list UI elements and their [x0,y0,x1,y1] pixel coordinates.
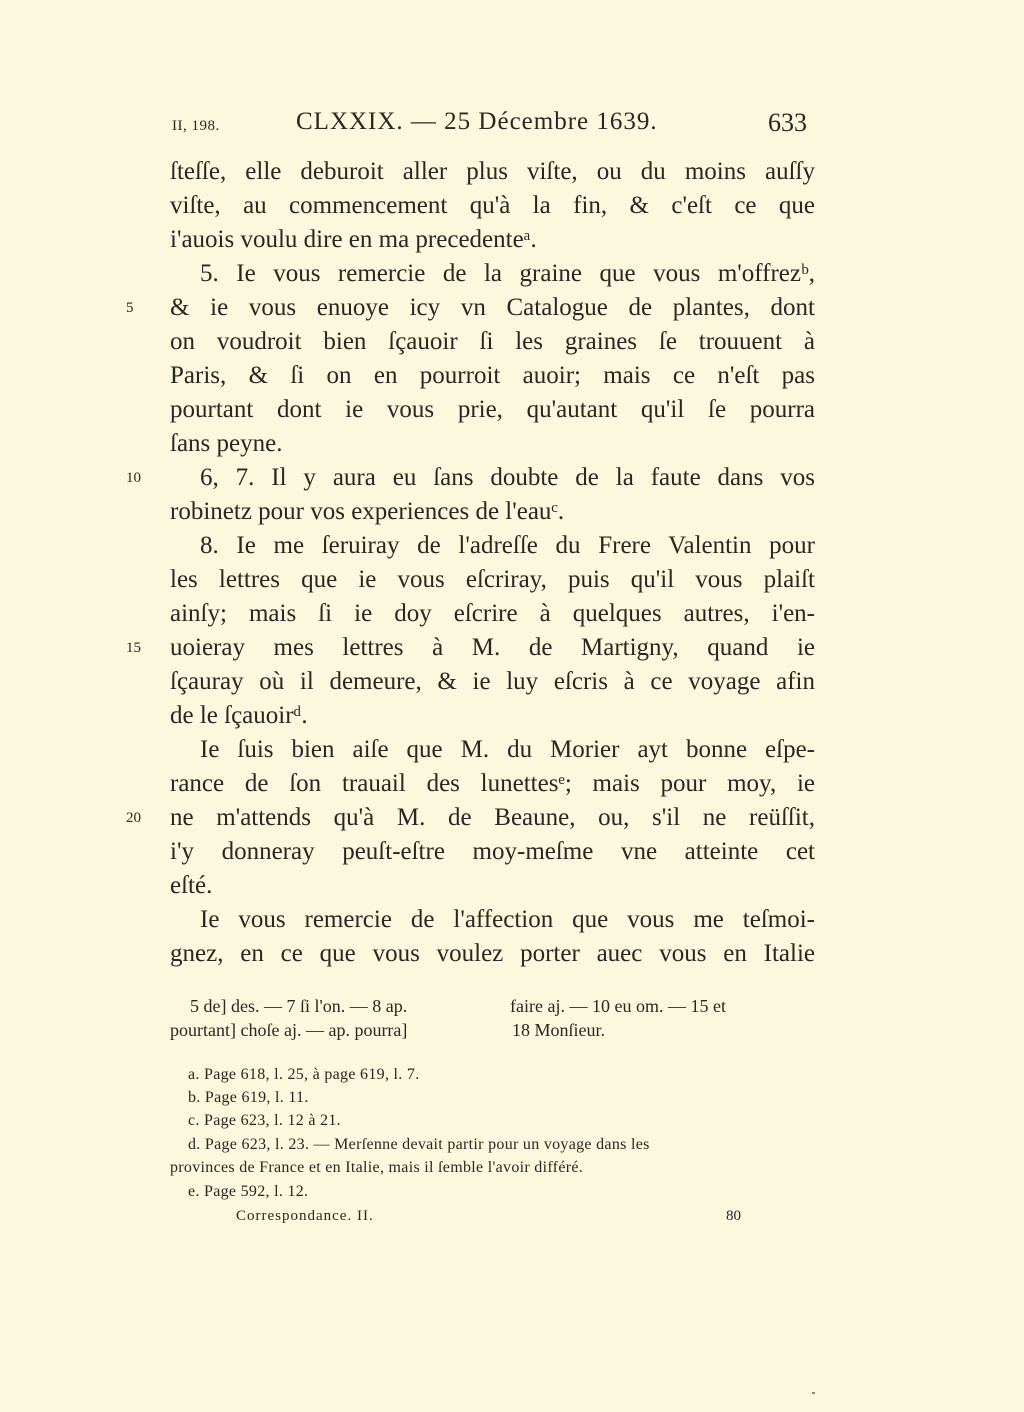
line-number: 15 [126,640,141,656]
variant-line: 5 de] des. — 7 ſi l'on. — 8 ap. [190,996,408,1016]
text-line: ſteſſe, elle deburoit aller plus viſte, ou du moins auſſy [170,158,815,185]
variant-line: 18 Monſieur. [512,1020,605,1040]
text-line: de le ſçauoirᵈ. [170,702,308,729]
header-reference: II, 198. [172,118,220,134]
text-line: Ie ſuis bien aiſe que M. du Morier ayt bonne eſpe- [200,736,815,763]
text-line: eſté. [170,872,213,899]
text-line: pourtant dont ie vous prie, qu'autant qu'il ſe pourra [170,396,815,423]
footnote: e. Page 592, l. 12. [188,1183,309,1200]
text-line: i'y donneray peuſt-eſtre moy-meſme vne atteinte cet [170,838,815,865]
footnote: b. Page 619, l. 11. [188,1089,309,1106]
signature-number: 80 [726,1208,741,1224]
text-line: uoieray mes lettres à M. de Martigny, quand ie [170,634,815,661]
text-line: viſte, au commencement qu'à la fin, & c'eſt ce que [170,192,815,219]
text-line: robinetz pour vos experiences de l'eauᶜ. [170,498,565,525]
text-line: 6, 7. Il y aura eu ſans doubte de la faute dans vos [200,464,815,491]
footnote: c. Page 623, l. 12 à 21. [188,1112,341,1129]
text-line: on voudroit bien ſçauoir ſi les graines ſe trouuent à [170,328,815,355]
text-line: ſçauray où il demeure, & ie luy eſcris à ce voyage afin [170,668,815,695]
text-line: ainſy; mais ſi ie doy eſcrire à quelques autres, i'en- [170,600,815,627]
text-line: & ie vous enuoye icy vn Catalogue de plantes, dont [170,294,815,321]
line-number: 10 [126,470,141,486]
text-line: les lettres que ie vous eſcriray, puis qu'il vous plaiſt [170,566,815,593]
text-line: gnez, en ce que vous voulez porter auec vous en Italie [170,940,815,967]
header-title: CLXXIX. — 25 Décembre 1639. [296,108,658,135]
volume-signature: Correspondance. II. [236,1208,374,1224]
page-number: 633 [768,108,807,137]
footnote: a. Page 618, l. 25, à page 619, l. 7. [188,1066,420,1083]
variant-line: pourtant] choſe aj. — ap. pourra] [170,1020,408,1040]
text-line: ne m'attends qu'à M. de Beaune, ou, s'il ne reüſſit, [170,804,815,831]
text-line: rance de ſon trauail des lunettesᵉ; mais pour moy, ie [170,770,815,797]
text-line: ſans peyne. [170,430,283,457]
line-number: 5 [126,300,134,316]
text-line: 8. Ie me ſeruiray de l'adreſſe du Frere Valentin pour [200,532,815,559]
running-header [0,108,1024,142]
paper-speck [812,1392,815,1394]
footnote: d. Page 623, l. 23. — Merſenne devait partir pour un voyage dans les [188,1136,650,1153]
text-line: 5. Ie vous remercie de la graine que vous m'offrezᵇ, [200,260,815,287]
footnote-continuation: provinces de France et en Italie, mais il ſemble l'avoir différé. [170,1159,584,1176]
variant-line: faire aj. — 10 eu om. — 15 et [510,996,726,1016]
text-line: Ie vous remercie de l'affection que vous me teſmoi- [200,906,815,933]
line-number: 20 [126,810,141,826]
text-line: i'auois voulu dire en ma precedenteᵃ. [170,226,537,253]
text-line: Paris, & ſi on en pourroit auoir; mais ce n'eſt pas [170,362,815,389]
